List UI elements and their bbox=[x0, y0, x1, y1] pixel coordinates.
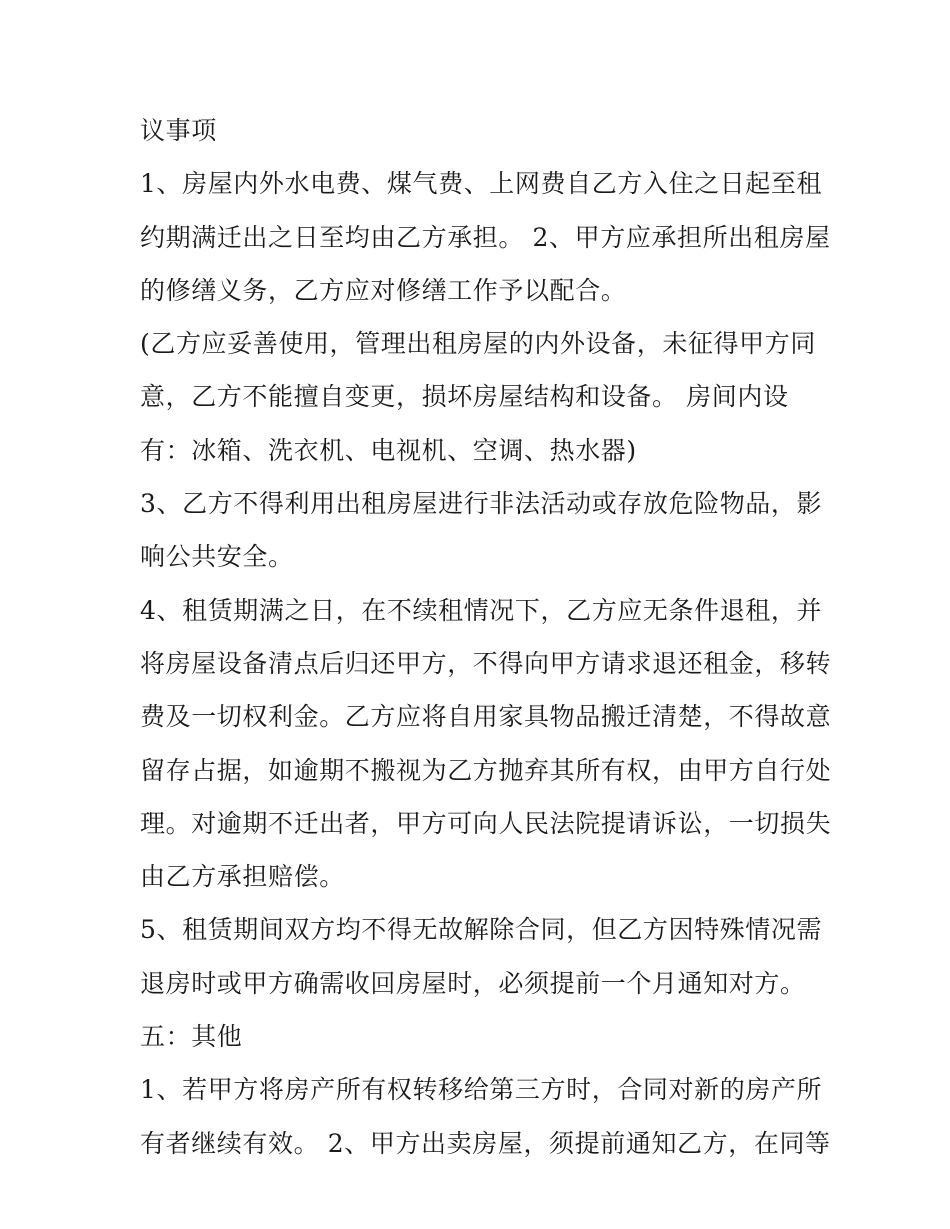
text-line: 1、房屋内外水电费、煤气费、上网费自乙方入住之日起至租 bbox=[140, 169, 823, 199]
contract-text bbox=[140, 108, 832, 1174]
text-line: 退房时或甲方确需收回房屋时，必须提前一个月通知对方。 bbox=[140, 968, 806, 998]
text-line: 1、若甲方将房产所有权转移给第三方时，合同对新的房产所 bbox=[140, 1075, 823, 1105]
text-line: 3、乙方不得利用出租房屋进行非法活动或存放危险物品，影 bbox=[140, 489, 823, 519]
text-line: 意，乙方不能擅自变更，损坏房屋结构和设备。 房间内设 bbox=[140, 382, 789, 412]
text-line: 理。对逾期不迁出者，甲方可向人民法院提请诉讼，一切损失 bbox=[140, 808, 832, 838]
text-line: 将房屋设备清点后归还甲方，不得向甲方请求退还租金，移转 bbox=[140, 648, 832, 678]
text-line: 的修缮义务，乙方应对修缮工作予以配合。 bbox=[140, 275, 627, 305]
text-line: 约期满迁出之日至均由乙方承担。 2、甲方应承担所出租房屋 bbox=[140, 222, 831, 252]
text-line: 4、租赁期满之日，在不续租情况下，乙方应无条件退租，并 bbox=[140, 595, 823, 625]
text-line: 响公共安全。 bbox=[140, 542, 294, 572]
text-line: 留存占据，如逾期不搬视为乙方抛弃其所有权，由甲方自行处 bbox=[140, 755, 832, 785]
text-line: (乙方应妥善使用，管理出租房屋的内外设备，未征得甲方同 bbox=[140, 329, 816, 359]
section-heading: 议事项 bbox=[140, 116, 217, 145]
text-line: 由乙方承担赔偿。 bbox=[140, 862, 345, 892]
text-line: 有者继续有效。 2、甲方出卖房屋，须提前通知乙方，在同等 bbox=[140, 1128, 831, 1158]
section-heading: 五：其他 bbox=[140, 1022, 243, 1052]
text-line: 有：冰箱、洗衣机、电视机、空调、热水器) bbox=[140, 435, 637, 465]
text-line: 费及一切权利金。乙方应将自用家具物品搬迁清楚，不得故意 bbox=[140, 702, 832, 732]
text-line: 5、租赁期间双方均不得无故解除合同，但乙方因特殊情况需 bbox=[140, 915, 823, 945]
